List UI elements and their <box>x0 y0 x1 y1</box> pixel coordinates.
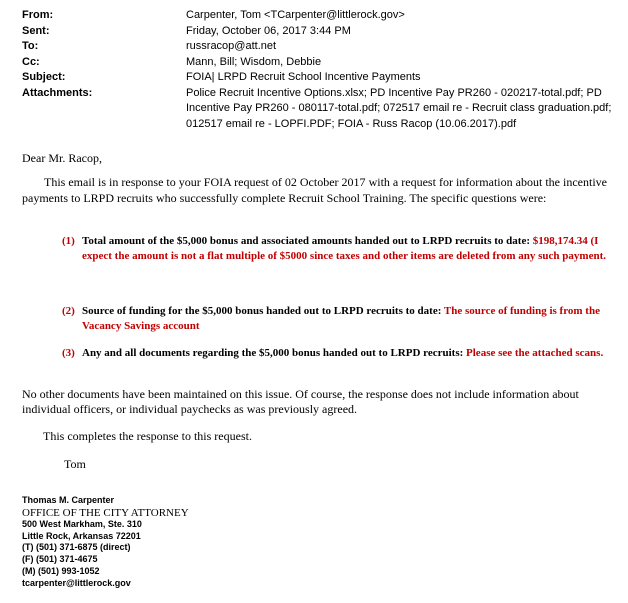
sent-value: Friday, October 06, 2017 3:44 PM <box>186 24 351 37</box>
signature-fax: (F) (501) 371-4675 <box>22 554 98 565</box>
question-text: Any and all documents regarding the $5,000 bonus handed out to LRPD recruits: <box>82 347 464 359</box>
question-text: Source of funding for the $5,000 bonus handed out to LRPD recruits to date: <box>82 305 442 317</box>
attachments-value[interactable]: Police Recruit Incentive Options.xlsx; PD Incentive Pay PR260 - 020217-total.pdf; PD Incentive Pay PR260 - 080117-total.pdf; 072517 email re - Recruit class graduation.pdf; 012517 email re - LOPFI.PDF; FOIA - Russ Racop (10.06.2017).pdf <box>186 86 612 130</box>
question-number: (3) <box>62 347 75 359</box>
question-text: Total amount of the $5,000 bonus and associated amounts handed out to LRPD recruits to date: <box>82 235 530 247</box>
intro-paragraph: This email is in response to your FOIA request of 02 October 2017 with a request for information about the incentive payments to LRPD recruits who successfully complete Recruit School Training. The specific questions were: <box>22 175 607 205</box>
subject-row <box>22 70 622 86</box>
cc-label: Cc: <box>22 55 40 68</box>
signature-mobile: (M) (501) 993-1052 <box>22 565 100 576</box>
signature-office: OFFICE OF THE CITY ATTORNEY <box>22 506 189 519</box>
question-number: (1) <box>62 235 75 247</box>
cc-row <box>22 55 622 71</box>
attachments-label: Attachments: <box>22 86 93 99</box>
answer-text: $198,174.34 (I expect the amount is not a flat multiple of $5000 since taxes and other items are deleted from any such payment. <box>82 235 606 262</box>
from-row <box>22 8 622 24</box>
to-value[interactable]: russracop@att.net <box>186 40 277 52</box>
question-item-1 <box>62 234 607 264</box>
to-row <box>22 39 622 55</box>
signature-phone: (T) (501) 371-6875 (direct) <box>22 542 131 553</box>
signature-name: Thomas M. Carpenter <box>22 495 115 505</box>
closing-line: This completes the response to this request. <box>43 429 252 443</box>
signature-address-line1: 500 West Markham, Ste. 310 <box>22 518 142 529</box>
sign-off-name: Tom <box>64 457 86 471</box>
subject-value: FOIA| LRPD Recruit School Incentive Payments <box>186 71 421 83</box>
from-value[interactable]: Carpenter, Tom <TCarpenter@littlerock.gov> <box>186 9 405 21</box>
to-label: To: <box>22 40 39 52</box>
from-label: From: <box>22 9 54 21</box>
note-paragraph: No other documents have been maintained on this issue. Of course, the response does not include information about individual officers, or individual paychecks as was previously agreed. <box>22 387 579 416</box>
answer-text: The source of funding is from the Vacancy Savings account <box>82 305 600 332</box>
subject-label: Subject: <box>22 71 66 83</box>
greeting: Dear Mr. Racop, <box>22 151 102 165</box>
question-item-3 <box>62 346 607 361</box>
email-header <box>22 8 622 132</box>
attachments-row <box>22 86 622 133</box>
sent-label: Sent: <box>22 24 50 37</box>
signature-address-line2: Little Rock, Arkansas 72201 <box>22 530 141 541</box>
question-number: (2) <box>62 305 75 317</box>
answer-text: Please see the attached scans. <box>466 347 604 359</box>
sent-row <box>22 24 622 40</box>
signature-block <box>22 495 189 590</box>
question-item-2 <box>62 304 607 334</box>
signature-email[interactable]: tcarpenter@littlerock.gov <box>22 577 131 588</box>
cc-value[interactable]: Mann, Bill; Wisdom, Debbie <box>186 55 322 68</box>
